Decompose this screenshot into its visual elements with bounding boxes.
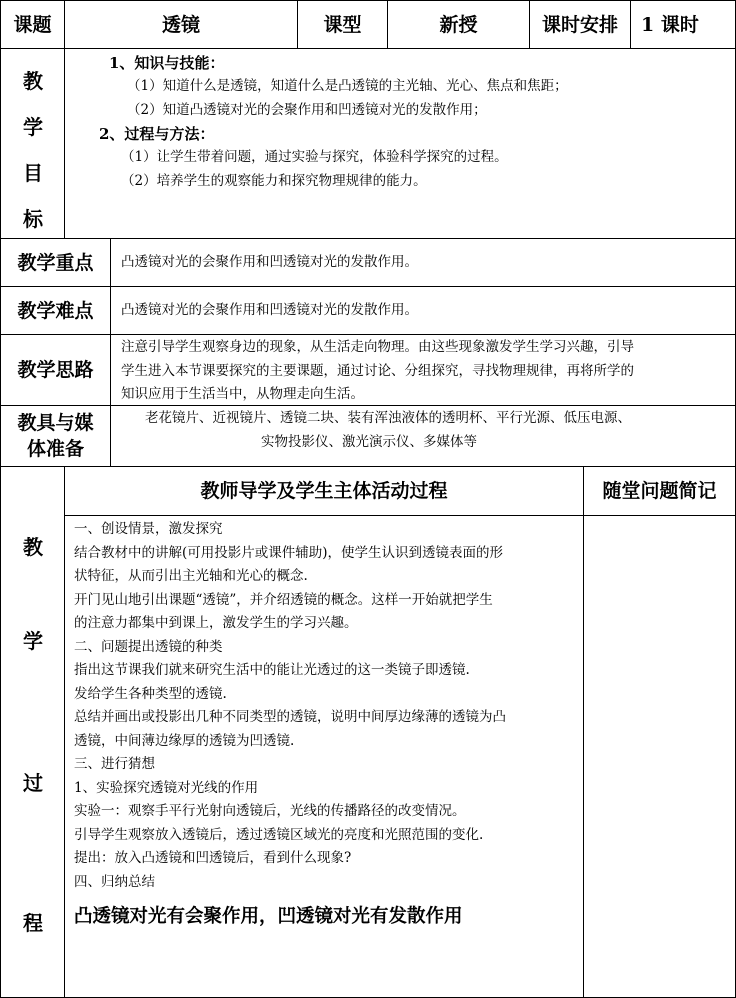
materials-label-line: 体准备 — [26, 438, 84, 460]
difficulty-label-cell — [0, 286, 111, 335]
hours-label: 课时安排 — [541, 13, 618, 36]
approach-content-cell — [110, 334, 736, 406]
type-label-cell — [297, 0, 388, 49]
notes-column-header: 随堂问题简记 — [602, 480, 717, 502]
objectives-item: （1）让学生带着问题，通过实验与探究，体验科学探究的过程。 — [121, 149, 508, 165]
process-label-char: 学 — [23, 629, 43, 653]
difficulty-content-cell — [110, 286, 736, 335]
process-line: 指出这节课我们就来研究生活中的能让光透过的这一类镜子即透镜. — [74, 662, 470, 678]
approach-line: 知识应用于生活当中，从物理走向生活。 — [121, 386, 364, 402]
materials-line: 实物投影仪、激光演示仪、多媒体等 — [261, 433, 477, 450]
objectives-content-cell — [64, 48, 736, 239]
hours-label-cell — [529, 0, 631, 49]
objectives-label-char: 学 — [23, 115, 43, 139]
process-column-header: 教师导学及学生主体活动过程 — [200, 480, 448, 502]
process-line: 引导学生观察放入透镜后，透过透镜区域光的亮度和光照范围的变化. — [74, 826, 484, 843]
key-point-label-cell — [0, 238, 111, 287]
objectives-item: （2）培养学生的观察能力和探究物理规律的能力。 — [121, 172, 427, 189]
approach-line: 学生进入本节课要探究的主要课题，通过讨论、分组探究，寻找物理规律，再将所学的 — [121, 362, 634, 379]
key-point-content-cell — [110, 238, 736, 287]
approach-line: 注意引导学生观察身边的现象，从生活走向物理。由这些现象激发学生学习兴趣，引导 — [121, 339, 634, 355]
hours-value-cell — [630, 0, 736, 49]
process-label-cell — [0, 466, 65, 998]
notes-content-cell — [583, 515, 736, 998]
process-line: 三、进行猜想 — [74, 756, 155, 772]
type-value: 新授 — [439, 13, 478, 36]
difficulty-text: 凸透镜对光的会聚作用和凹透镜对光的发散作用。 — [121, 301, 418, 318]
process-line: 提出：放入凸透镜和凹透镜后，看到什么现象? — [74, 850, 352, 866]
process-conclusion: 凸透镜对光有会聚作用，凹透镜对光有发散作用 — [74, 906, 463, 927]
process-line: 结合教材中的讲解(可用投影片或课件辅助)，使学生认识到透镜表面的形 — [74, 544, 504, 561]
materials-label-line: 教具与媒 — [17, 412, 94, 434]
process-line: 透镜，中间薄边缘厚的透镜为凹透镜. — [74, 732, 295, 749]
process-line: 二、问题提出透镜的种类 — [74, 638, 223, 655]
objectives-label-char: 标 — [23, 207, 43, 231]
process-label-char: 过 — [23, 771, 43, 795]
objectives-section-2-title: 2、过程与方法： — [99, 125, 215, 143]
type-label: 课型 — [323, 13, 362, 36]
topic-label-cell — [0, 0, 65, 49]
topic-label: 课题 — [13, 13, 52, 36]
objectives-label-char: 目 — [23, 161, 43, 185]
materials-label-cell — [0, 405, 111, 467]
process-line: 状特征，从而引出主光轴和光心的概念. — [74, 568, 308, 584]
approach-label: 教学思路 — [17, 359, 94, 381]
objectives-label-cell — [0, 48, 65, 239]
objectives-label-char: 教 — [23, 69, 43, 93]
process-label-char: 程 — [23, 911, 43, 935]
materials-content-cell — [110, 405, 736, 467]
objectives-section-1-title: 1、知识与技能： — [109, 54, 225, 72]
process-line: 总结并画出或投影出几种不同类型的透镜，说明中间厚边缘薄的透镜为凸 — [74, 709, 506, 725]
topic-value: 透镜 — [161, 13, 200, 36]
difficulty-label: 教学难点 — [17, 299, 94, 322]
process-content-cell — [64, 515, 584, 998]
process-line: 的注意力都集中到课上，激发学生的学习兴趣。 — [74, 615, 358, 631]
process-line: 四、归纳总结 — [74, 873, 155, 890]
objectives-item: （2）知道凸透镜对光的会聚作用和凹透镜对光的发散作用； — [127, 101, 487, 118]
notes-column-header-cell — [583, 466, 736, 516]
process-column-header-cell — [64, 466, 584, 516]
hours-value: 1 课时 — [641, 13, 699, 36]
approach-label-cell — [0, 334, 111, 406]
key-point-label: 教学重点 — [17, 251, 94, 274]
materials-line: 老花镜片、近视镜片、透镜二块、装有浑浊液体的透明杯、平行光源、低压电源、 — [145, 410, 631, 426]
process-line: 1、实验探究透镜对光线的作用 — [74, 779, 259, 796]
process-line: 发给学生各种类型的透镜. — [74, 685, 227, 702]
process-line: 实验一：观察手平行光射向透镜后，光线的传播路径的改变情况。 — [74, 803, 466, 819]
topic-value-cell — [64, 0, 298, 49]
process-line: 开门见山地引出课题“透镜”，并介绍透镜的概念。这样一开始就把学生 — [74, 591, 493, 608]
type-value-cell — [387, 0, 530, 49]
process-line: 一、创设情景，激发探究 — [74, 521, 223, 537]
key-point-text: 凸透镜对光的会聚作用和凹透镜对光的发散作用。 — [121, 253, 418, 270]
objectives-item: （1）知道什么是透镜，知道什么是凸透镜的主光轴、光心、焦点和焦距； — [127, 78, 568, 94]
process-label-char: 教 — [23, 535, 43, 559]
